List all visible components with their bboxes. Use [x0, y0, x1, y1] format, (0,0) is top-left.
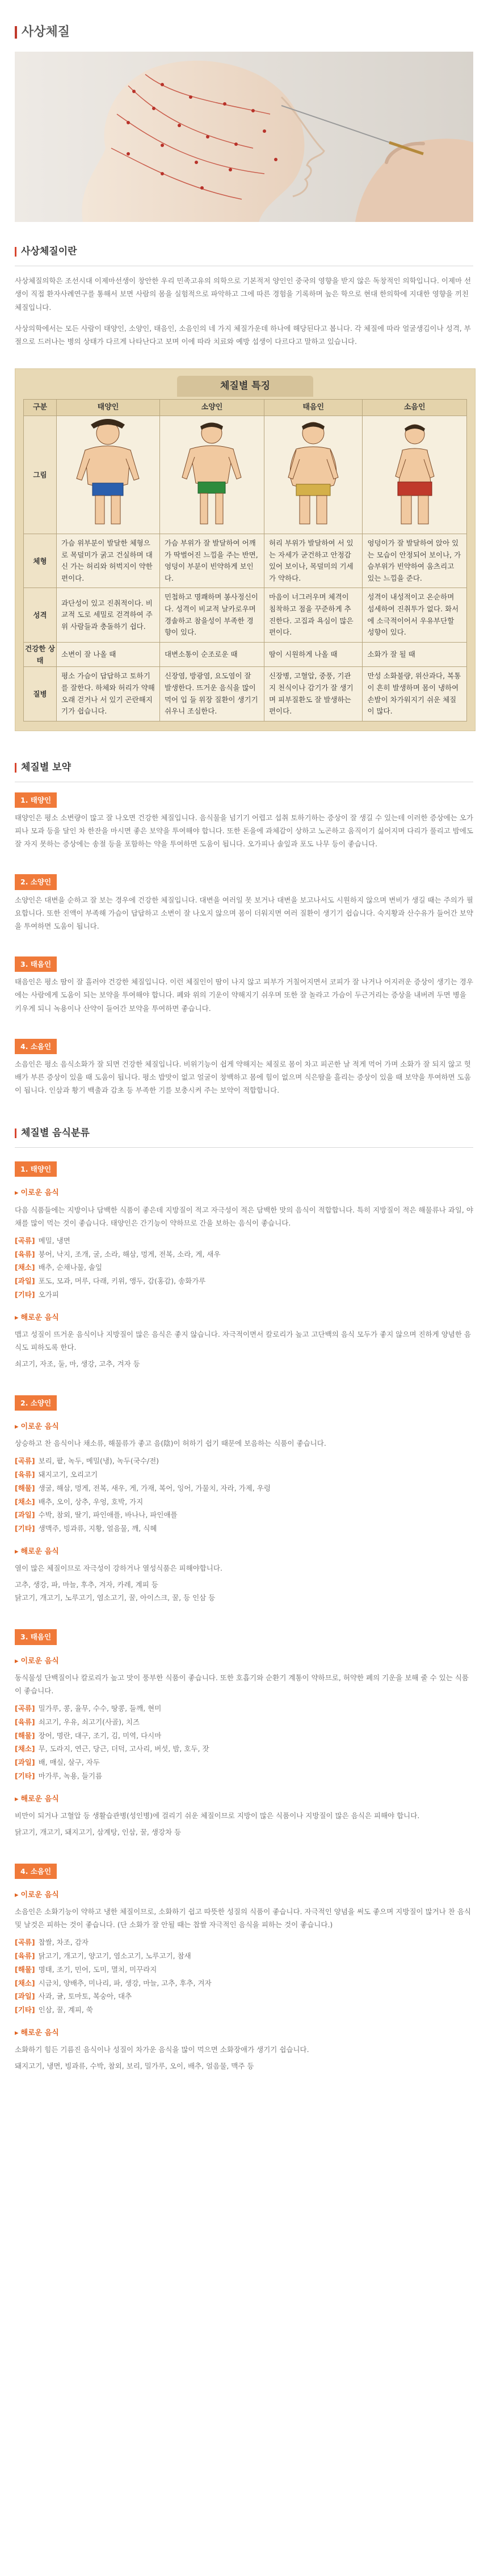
food-category: [해물]	[15, 1965, 35, 1974]
arrow-icon: ▸	[15, 1423, 19, 1432]
row-head-personality: 성격	[24, 588, 57, 643]
food-items: 닭고기, 개고기, 양고기, 염소고기, 노루고기, 참새	[38, 1952, 191, 1961]
food-row	[15, 1261, 473, 1274]
food-category: [과일]	[15, 1758, 35, 1767]
food-category: [과일]	[15, 1992, 35, 2001]
body-soyang: 가슴 부위가 잘 발달하여 어깨가 딱벌어진 느낌을 주는 반면, 엉덩이 부분이 빈약하게 보인다.	[159, 534, 264, 588]
food-category: [채소]	[15, 1978, 35, 1987]
food-items: 마가루, 녹용, 들기름	[38, 1771, 103, 1780]
tonic-item-soyang	[15, 864, 473, 933]
subhead-label: 2. 소양인	[15, 1395, 57, 1411]
food-row	[15, 1756, 473, 1769]
tonic-text: 태음인은 평소 땀이 잘 흘러야 건강한 체질입니다. 이런 체질인이 땀이 나지 않고 피부가 거칠어지면서 코피가 잘 나거나 어지러운 증상이 생기는 경우에는 사람에게 도움이 되는 보약을 투여해야 합니다. 폐와 위의 기운이 약해지기 쉬우며 또한 잘 놀라고 가슴이 두근거리는 증상을 내버려 두면 병을 키우게 되니 녹용이나 산약이 들어간 보약을 투여하면 좋습니다.	[15, 977, 473, 1013]
good-food-title	[15, 1655, 473, 1668]
table-row-disease	[24, 667, 467, 721]
good-food-title-text: 이로운 음식	[20, 1189, 59, 1198]
food-row	[15, 1522, 473, 1535]
table-header-row	[24, 399, 467, 416]
food-items: 명태, 조기, 민어, 도미, 멸치, 미꾸라지	[38, 1965, 157, 1974]
constitution-table	[23, 399, 467, 721]
food-items: 배, 매실, 살구, 자두	[38, 1758, 100, 1767]
table-row-health	[24, 642, 467, 667]
taeyang-figure-cell	[57, 416, 160, 534]
bad-food-title-text: 해로운 음식	[20, 1313, 59, 1322]
soyang-figure-cell	[159, 416, 264, 534]
good-food-title	[15, 1889, 473, 1902]
intro-paragraph-1: 사상체질의학은 조선시대 이제마선생이 창안한 우리 민족고유의 의학으로 기본적저 양인인 중국의 영향을 받지 않은 독창적인 의학입니다. 이제마 선생이 직접 환자사례연구를 통해서 보면 사람의 몸을 실험적으로 파악하고 그에 따른 경험을 기록하며 높은 학으로 현대 한의학에 지대한 영향을 끼친 체질입니다.	[15, 276, 472, 312]
food-group-taeeum	[15, 1619, 473, 1838]
soyang-figure	[178, 416, 246, 530]
row-head-disease: 질병	[24, 667, 57, 721]
food-items: 수박, 참외, 딸기, 파인애플, 바나나, 파인애플	[38, 1511, 178, 1520]
food-row	[15, 1482, 473, 1495]
body-taeyang: 가슴 위부분이 발달한 체형으로 목덜미가 굵고 건실하며 대신 가는 허리와 허벅지이 약한 편이다.	[57, 534, 160, 588]
row-head-body: 체형	[24, 534, 57, 588]
food-items: 밀가루, 콩, 율무, 수수, 땅콩, 들깨, 현미	[38, 1704, 162, 1713]
food-row	[15, 1508, 473, 1522]
food-items: 배추, 순채나물, 솔잎	[38, 1263, 103, 1272]
subhead-label: 1. 태양인	[15, 1161, 57, 1177]
personality-taeeum: 마음이 너그러우며 체격이 침착하고 점을 꾸준하게 추진한다. 고집과 욕심이 많은 편이다.	[264, 588, 362, 643]
food-items: 무, 도라지, 연근, 당근, 더덕, 고사리, 버섯, 밤, 호두, 잣	[38, 1744, 209, 1753]
good-food-text: 다음 식품들에는 지방이나 담백한 식품이 좋은데 지방질이 적고 자극성이 적은 담백한 맛의 음식이 적합합니다. 특히 지방질이 적은 해물류나 과일, 야채를 많이 먹는 것이 좋습니다. 태양인은 간기능이 약하므로 간을 보하는 음식이 좋습니다.	[15, 1205, 473, 1227]
personality-soeum: 성격이 내성적이고 온순하며 섬세하여 진취투가 없다. 화서에 소극적이어서 우유부단할 성향이 있다.	[363, 588, 467, 643]
bad-food-title-text: 해로운 음식	[20, 1794, 59, 1803]
section-title-text: 체질별 음식분류	[21, 1127, 90, 1139]
section-accent-bar	[15, 763, 16, 773]
arrow-icon: ▸	[15, 1891, 19, 1900]
food-row	[15, 1248, 473, 1261]
arrow-icon: ▸	[15, 1547, 19, 1556]
personality-taeyang: 과단성이 있고 진취적이다. 비교적 도로 세밀로 걷격하여 주위 사람들과 충돌하기 쉽다.	[57, 588, 160, 643]
food-category: [기타]	[15, 1771, 35, 1780]
disease-soyang: 신장염, 방광염, 요도염이 잘 발생한다. 뜨거운 음식을 많이 먹어 입 들 위장 질환이 생기기 쉬우니 조심한다.	[159, 667, 264, 721]
section-title-text: 체질별 보약	[21, 761, 71, 773]
page	[0, 22, 488, 2072]
food-row	[15, 1274, 473, 1288]
good-food-text: 동식물성 단백질이나 칼로리가 높고 맛이 풍부한 식품이 좋습니다. 또한 호흡기와 순환기 계통이 약하므로, 허약한 폐의 기운을 보해 줄 수 있는 식품이 좋습니다.	[15, 1673, 469, 1695]
subhead-label: 3. 태음인	[15, 1629, 57, 1644]
food-row	[15, 1769, 473, 1783]
food-items: 보리, 팥, 녹두, 메밀(냉), 녹두(국수/전)	[38, 1457, 159, 1466]
good-food-list	[15, 1454, 473, 1535]
bad-food-title-text: 해로운 음식	[20, 1547, 59, 1556]
arrow-icon: ▸	[15, 1794, 19, 1803]
food-category: [곡류]	[15, 1938, 35, 1947]
row-head-figure: 그림	[24, 416, 57, 534]
food-items: 배추, 오이, 상추, 우엉, 호박, 가지	[38, 1497, 144, 1506]
tonic-text: 소양인은 대변을 순하고 잘 보는 경우에 건강한 체질입니다. 대변을 여러일 못 보거나 대변을 보고나서도 시원하지 않으며 변비가 생길 때는 주의가 필요합니다. 또한 진액이 부족해 가슴이 답답하고 소변이 잘 나오지 않으며 몸이 더워지면 여러 질환이 생기기 쉽습니다. 숙지황과 산수유가 들어간 보약을 투여하면 도움이 됩니다.	[15, 895, 473, 930]
personality-soyang: 민첩하고 명쾌하며 봉사정신이다. 성격이 비교적 날카로우며 경솔하고 참을성이 부족한 경향이 있다.	[159, 588, 264, 643]
food-category: [과일]	[15, 1277, 35, 1286]
page-title-text: 사상체질	[22, 25, 70, 39]
table-row-figures	[24, 416, 467, 534]
bad-food-title-text: 해로운 음식	[20, 2028, 59, 2037]
food-items: 시금치, 양배추, 미나리, 파, 생강, 마늘, 고추, 후추, 겨자	[38, 1978, 212, 1987]
health-taeeum: 땀이 시원하게 나올 때	[264, 642, 362, 667]
arrow-icon: ▸	[15, 1656, 19, 1665]
tonic-item-soeum	[15, 1029, 473, 1097]
good-food-text: 소음인은 소화기능이 약하고 냉한 체질이므로, 소화하기 쉽고 따뜻한 성질의 식품이 좋습니다. 자극적인 양념을 써도 좋으며 지방질이 많거나 찬 음식 및 날것은 피하는 것이 좋습니다. (단 소화가 잘 안될 때는 찹쌀 자극적인 음식을 피하는 것이 좋습니다.)	[15, 1907, 471, 1929]
food-items: 메밀, 냉면	[38, 1236, 70, 1245]
taeeum-figure	[279, 416, 347, 530]
food-row	[15, 2003, 473, 2017]
bad-food-title	[15, 1312, 473, 1324]
food-category: [육류]	[15, 1470, 35, 1479]
disease-soeum: 만성 소화불량, 위산과다, 복통이 흔히 발생하며 몸이 냉하여 손발이 차가워지기 쉬운 체질이 많다.	[363, 667, 467, 721]
soeum-figure	[381, 416, 449, 530]
food-items: 쇠고기, 우유, 쇠고기(사골), 치즈	[38, 1717, 140, 1726]
table-col-header: 구분	[24, 399, 57, 416]
food-items: 인삼, 꿀, 계피, 쑥	[38, 2006, 93, 2015]
food-category: [곡류]	[15, 1457, 35, 1466]
disease-taeeum: 신장병, 고혈압, 중풍, 기관지 천식이나 감기가 잘 생기며 피부질환도 잘 발생하는 편이다.	[264, 667, 362, 721]
food-category: [육류]	[15, 1717, 35, 1726]
food-row	[15, 1715, 473, 1729]
food-groups	[15, 1151, 473, 2072]
row-head-health: 건강한 상태	[24, 642, 57, 667]
bad-food-title	[15, 2027, 473, 2040]
acupuncture-face-image	[15, 52, 473, 222]
food-items: 장어, 명란, 대구, 조기, 김, 미역, 다시마	[38, 1731, 162, 1740]
food-row	[15, 1990, 473, 2003]
food-group-soeum	[15, 1853, 473, 2072]
subhead-label: 4. 소음인	[15, 1864, 57, 1879]
food-category: [과일]	[15, 1511, 35, 1520]
table-col-soeum: 소음인	[363, 399, 467, 416]
food-category: [곡류]	[15, 1704, 35, 1713]
table-col-taeyang: 태양인	[57, 399, 160, 416]
food-category: [해물]	[15, 1483, 35, 1492]
food-group-soyang	[15, 1385, 473, 1604]
health-taeyang: 소변이 잘 나올 때	[57, 642, 160, 667]
food-items: 생굴, 해삼, 멍게, 전복, 새우, 게, 가재, 복어, 잉어, 가물치, 자라, 가제, 우렁	[38, 1483, 271, 1492]
disease-taeyang: 평소 가슴이 답답하고 토하기를 잘한다. 하체와 허리가 약해 오래 걷거나 서 있기 곤란해지기가 쉽습니다.	[57, 667, 160, 721]
health-soeum: 소화가 잘 될 때	[363, 642, 467, 667]
food-items: 찹쌀, 차조, 감자	[38, 1938, 89, 1947]
tonic-text: 소음인은 평소 음식소화가 잘 되면 건강한 체질입니다. 비위기능이 쉽게 약해지는 체질로 몸이 차고 피곤한 날 적게 먹어 가며 소화가 잘 되지 않고 헛배가 부른 증상이 있을 때 도움이 됩니다. 평소 밥맛이 없고 얼굴이 창백하고 몸에 힘이 없으며 식은땀을 흘리는 증상이 있을 때 보약을 투여하면 도움이 됩니다. 인삼과 황기 백출과 감초 등 부족한 기를 보충시켜 주는 보약이 적합합니다.	[15, 1059, 471, 1095]
intro-paragraph-2: 사상의학에서는 모든 사람이 태양인, 소양인, 태음인, 소음인의 네 가지 체질가운데 하나에 해당된다고 봅니다. 각 체질에 따라 얼굴생김이나 성격, 부절으로 드러나는 병의 상태가 다르게 나타난다고 보며 이에 따라 치료와 예방 섭생이 다르다고 말하고 있습니다.	[15, 324, 471, 346]
food-category: [육류]	[15, 1952, 35, 1961]
table-row-personality	[24, 588, 467, 643]
food-category: [채소]	[15, 1263, 35, 1272]
food-category: [기타]	[15, 1290, 35, 1299]
bad-food-list: 쇠고기, 자조, 둘, 마, 생강, 고추, 겨자 등	[15, 1359, 140, 1368]
section-title-intro	[15, 244, 473, 266]
food-row	[15, 1288, 473, 1302]
food-row	[15, 1729, 473, 1743]
section-title-tonic	[15, 760, 473, 782]
body-soeum: 엉덩이가 잘 발달하여 앉아 있는 모습이 안정되어 보이나, 가슴부위가 빈약하여 움츠리고 있는 느낌을 준다.	[363, 534, 467, 588]
body-taeeum: 허리 부위가 발달하여 서 있는 자세가 굳건하고 안정감 있어 보이나, 목덜미의 기세가 약하다.	[264, 534, 362, 588]
table-col-taeeum: 태음인	[264, 399, 362, 416]
good-food-title-text: 이로운 음식	[20, 1656, 59, 1665]
bad-food-list: 닭고기, 개고기, 돼지고기, 삼계탕, 인삼, 꿀, 생강차 등	[15, 1827, 182, 1836]
subhead-label: 3. 태음인	[15, 956, 57, 972]
bad-food-text: 맵고 성질이 뜨거운 음식이나 지방질이 많은 음식은 좋지 않습니다. 자극적이면서 칼로리가 높고 고단백의 음식 모두가 좋지 않으며 진하게 양념한 음식도 피하도록 한다.	[15, 1329, 471, 1352]
bad-food-list: 고추, 생강, 파, 마늘, 후추, 겨자, 카레, 계피 등 닭고기, 개고기, 노루고기, 염소고기, 꿀, 아이스크, 꿀, 등 인삼 등	[15, 1580, 216, 1602]
bad-food-title	[15, 1793, 473, 1806]
table-col-soyang: 소양인	[159, 399, 264, 416]
subhead-label: 1. 태양인	[15, 792, 57, 808]
food-row	[15, 1234, 473, 1248]
food-row	[15, 1468, 473, 1482]
soeum-figure-cell	[363, 416, 467, 534]
food-items: 포도, 모과, 머루, 다래, 키위, 앵두, 감(홍감), 송화가루	[38, 1277, 206, 1286]
food-category: [육류]	[15, 1249, 35, 1258]
food-row	[15, 1495, 473, 1509]
tonic-item-taeeum	[15, 946, 473, 1015]
table-row-body	[24, 534, 467, 588]
food-category: [채소]	[15, 1497, 35, 1506]
food-category: [곡류]	[15, 1236, 35, 1245]
food-items: 사과, 귤, 토마토, 복숭아, 대추	[38, 1992, 132, 2001]
bad-food-text: 열이 많은 체질이므로 자극성이 강하거나 열성식품은 피해야합니다.	[15, 1564, 222, 1573]
food-row	[15, 1742, 473, 1756]
food-group-taeyang	[15, 1151, 473, 1370]
food-row	[15, 1949, 473, 1963]
arrow-icon: ▸	[15, 1313, 19, 1322]
food-category: [채소]	[15, 1744, 35, 1753]
arrow-icon: ▸	[15, 1189, 19, 1198]
food-row	[15, 1977, 473, 1990]
subhead-label: 2. 소양인	[15, 874, 57, 890]
hero-image	[15, 52, 473, 222]
good-food-list	[15, 1702, 473, 1783]
section-accent-bar	[15, 1128, 16, 1138]
food-items: 오가피	[38, 1290, 59, 1299]
food-row	[15, 1454, 473, 1468]
bad-food-text: 소화하기 힘든 기름진 음식이나 성질이 차가운 음식을 많이 먹으면 소화장애가 생기기 쉽습니다.	[15, 2045, 309, 2054]
bad-food-list: 돼지고기, 냉면, 빙과류, 수박, 참외, 보리, 밀가루, 오이, 배추, 얼음물, 맥주 등	[15, 2062, 254, 2071]
food-items: 생맥주, 빙과류, 지황, 얼음물, 깨, 식혜	[38, 1524, 157, 1533]
good-food-text: 상승하고 찬 음식이나 채소류, 해물류가 좋고 음(陰)이 허하기 쉽기 때문에 보음하는 식품이 좋습니다.	[15, 1439, 326, 1448]
section-title-text: 사상체질이란	[21, 246, 77, 258]
section-title-food	[15, 1125, 473, 1148]
bad-food-title	[15, 1546, 473, 1558]
good-food-title-text: 이로운 음식	[20, 1891, 59, 1900]
title-accent-bar	[15, 26, 17, 39]
food-items: 붕어, 낙지, 조개, 굴, 소라, 해삼, 멍게, 전복, 소라, 게, 새우	[38, 1249, 221, 1258]
tonic-text: 태양인은 평소 소변량이 많고 잘 나오면 건강한 체질입니다. 음식물을 넘기기 어렵고 섭취 토하기하는 증상이 잘 생길 수 있는데 이러한 증상에는 오가피나 모과 등을 달인 차 한잔을 마시면 좋은 보약을 투여해야 합니다. 또한 돈을에 과체감이 상하고 노곤하고 움직이기 싫어지며 다리가 풀리고 밤에도 잘 자지 못하는 증상에는 송절 등을 포함하는 약을 투여하면 도움이 됩니다. 오가피나 솔잎과 포도 나무 등이 좋습니다.	[15, 813, 473, 849]
food-category: [기타]	[15, 2006, 35, 2015]
constitution-table-figure	[15, 368, 476, 731]
food-row	[15, 1936, 473, 1949]
food-category: [기타]	[15, 1524, 35, 1533]
good-food-list	[15, 1234, 473, 1302]
health-soyang: 대변소통이 순조로운 때	[159, 642, 264, 667]
good-food-title-text: 이로운 음식	[20, 1423, 59, 1432]
page-title	[15, 22, 473, 43]
subhead-label: 4. 소음인	[15, 1039, 57, 1054]
table-caption: 체질별 특징	[177, 376, 313, 397]
food-items: 돼지고기, 오리고기	[38, 1470, 98, 1479]
section-accent-bar	[15, 247, 16, 257]
bad-food-text: 비만이 되거나 고혈압 등 생활습관병(성인병)에 걸리기 쉬운 체질이므로 지방이 많은 식품이나 지방질이 많은 음식은 피해야 합니다.	[15, 1811, 420, 1820]
food-row	[15, 1702, 473, 1715]
taeyang-figure	[74, 416, 142, 530]
tonic-item-taeyang	[15, 782, 473, 851]
good-food-title	[15, 1421, 473, 1433]
arrow-icon: ▸	[15, 2028, 19, 2037]
food-category: [해물]	[15, 1731, 35, 1740]
taeeum-figure-cell	[264, 416, 362, 534]
food-row	[15, 1963, 473, 1977]
good-food-title	[15, 1187, 473, 1199]
good-food-list	[15, 1936, 473, 2017]
